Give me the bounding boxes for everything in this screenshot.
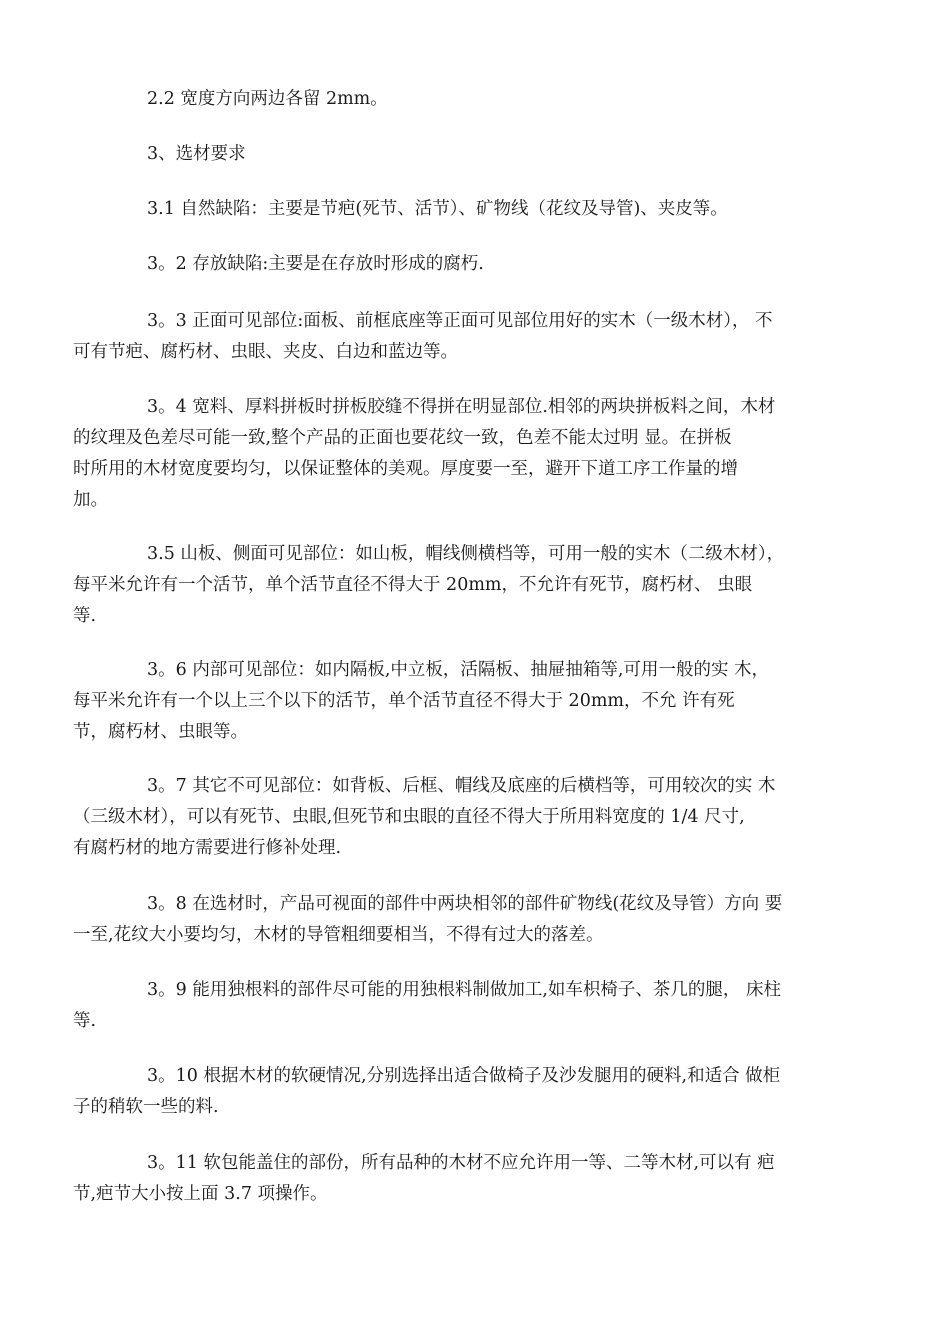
paragraph-line: 3。8 在选材时，产品可视面的部件中两块相邻的部件矿物线(花纹及导管）方向 要 (147, 894, 783, 914)
paragraph-line: 每平米允许有一个活节，单个活节直径不得大于 20mm，不允许有死节，腐朽材、 虫眼 (73, 575, 753, 595)
paragraph-line: 节,疤节大小按上面 3.7 项操作。 (73, 1184, 328, 1204)
paragraph-line: 3。9 能用独根料的部件尽可能的用独根料制做加工,如车枳椅子、茶几的腿， 床柱 (147, 980, 781, 1000)
paragraph-3-7 (73, 771, 855, 864)
paragraph-3-8 (73, 889, 855, 951)
paragraph-line: 每平米允许有一个以上三个以下的活节，单个活节直径不得大于 20mm，不允 许有死 (73, 691, 735, 711)
paragraph-line: 3。11 软包能盖住的部份，所有品种的木材不应允许用一等、二等木材,可以有 疤 (147, 1153, 775, 1173)
paragraph-line: 一至,花纹大小要均匀，木材的导管粗细要相当，不得有过大的落差。 (73, 925, 604, 945)
paragraph-3-3 (73, 306, 855, 368)
paragraph-line: 3。7 其它不可见部位：如背板、后框、帽线及底座的后横档等，可用较次的实 木 (147, 776, 776, 796)
paragraph-line: 等. (73, 1011, 97, 1031)
paragraph-line: 3。2 存放缺陷:主要是在存放时形成的腐朽. (147, 254, 484, 274)
paragraph-3-4 (73, 392, 855, 516)
paragraph-line: 有腐朽材的地方需要进行修补处理. (73, 838, 342, 858)
paragraph-line: 3。3 正面可见部位:面板、前框底座等正面可见部位用好的实木（一级木材）， 不 (147, 311, 773, 331)
document-page (73, 84, 855, 1210)
paragraph-line: 3.5 山板、侧面可见部位：如山板，帽线侧横档等，可用一般的实木（二级木材）， (147, 544, 785, 564)
paragraph-3-5 (73, 539, 855, 632)
paragraph-line: 3。4 宽料、厚料拼板时拼板胶缝不得拼在明显部位.相邻的两块拼板料之间，木材 (147, 397, 776, 417)
paragraph-line: 可有节疤、腐朽材、虫眼、夹皮、白边和蓝边等。 (73, 342, 458, 362)
paragraph-line: 加。 (73, 490, 108, 510)
paragraph-line: （三级木材），可以有死节、虫眼,但死节和虫眼的直径不得大于所用料宽度的 1/4 尺寸, (73, 807, 745, 827)
paragraph-line: 等. (73, 606, 97, 626)
paragraph-3-6 (73, 655, 855, 748)
paragraph-3-10 (73, 1061, 855, 1123)
paragraph-3-1 (110, 194, 855, 225)
paragraph-line: 时所用的木材宽度要均匀，以保证整体的美观。厚度要一至，避开下道工序工作量的增 (73, 459, 738, 479)
paragraph-3-11 (73, 1148, 855, 1210)
paragraph-3-9 (73, 975, 855, 1037)
paragraph-line: 3。10 根据木材的软硬情况,分别选择出适合做椅子及沙发腿用的硬料,和适合 做柜 (147, 1066, 781, 1086)
paragraph-line: 2.2 宽度方向两边各留 2mm。 (147, 89, 388, 109)
paragraph-line: 3.1 自然缺陷：主要是节疤(死节、活节）、矿物线（花纹及导管)、夹皮等。 (147, 199, 728, 219)
paragraph-line: 节，腐朽材、虫眼等。 (73, 722, 248, 742)
paragraph-line: 子的稍软一些的料. (73, 1097, 219, 1117)
paragraph-line: 3。6 内部可见部位：如内隔板,中立板，活隔板、抽屉抽箱等,可用一般的实 木， (147, 660, 770, 680)
paragraph-line: 3、选材要求 (147, 144, 246, 164)
paragraph-3-2 (110, 249, 855, 280)
section-heading-3 (110, 139, 855, 170)
paragraph-2-2 (110, 84, 855, 115)
paragraph-line: 的纹理及色差尽可能一致,整个产品的正面也要花纹一致，色差不能太过明 显。在拼板 (73, 428, 732, 448)
